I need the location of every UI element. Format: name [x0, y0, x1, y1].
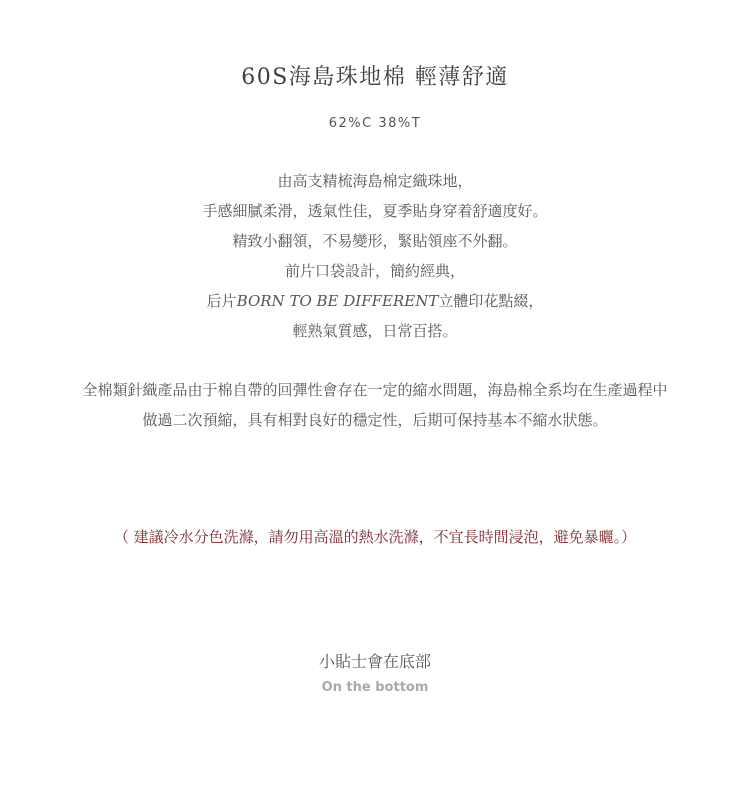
description-line: [0, 286, 750, 316]
description-line: 手感細膩柔滑，透氣性佳，夏季貼身穿着舒適度好。: [202, 202, 548, 220]
care-instructions: （ 建議冷水分色洗滌，請勿用高溫的熱水洗滌，不宜長時間浸泡，避免暴曬。）: [113, 528, 637, 546]
description-suffix: 立體印花點綴，: [438, 292, 544, 310]
tip-heading: 小貼士會在底部: [318, 652, 431, 671]
product-title: 60S海島珠地棉 輕薄舒適: [241, 65, 509, 90]
fabric-composition: 62%C 38%T: [328, 116, 422, 131]
description-line: 輕熟氣質感，日常百搭。: [292, 322, 458, 340]
shrinkage-note: [0, 375, 750, 435]
description-line: 前片口袋設計，簡約經典，: [284, 262, 465, 280]
product-description: [0, 166, 750, 346]
tip-subheading: On the bottom: [321, 680, 429, 695]
description-prefix: 后片: [206, 292, 237, 310]
note-line: 做過二次預縮，具有相對良好的穩定性，后期可保持基本不縮水狀態。: [142, 411, 608, 429]
print-slogan: BORN TO BE DIFFERENT: [236, 292, 439, 310]
note-line: 全棉類針織產品由于棉自帶的回彈性會存在一定的縮水問題，海島棉全系均在生產過程中: [82, 381, 668, 399]
description-line: 由高支精梳海島棉定織珠地，: [277, 172, 473, 190]
description-line: 精致小翻領，不易變形，緊貼領座不外翻。: [232, 232, 518, 250]
